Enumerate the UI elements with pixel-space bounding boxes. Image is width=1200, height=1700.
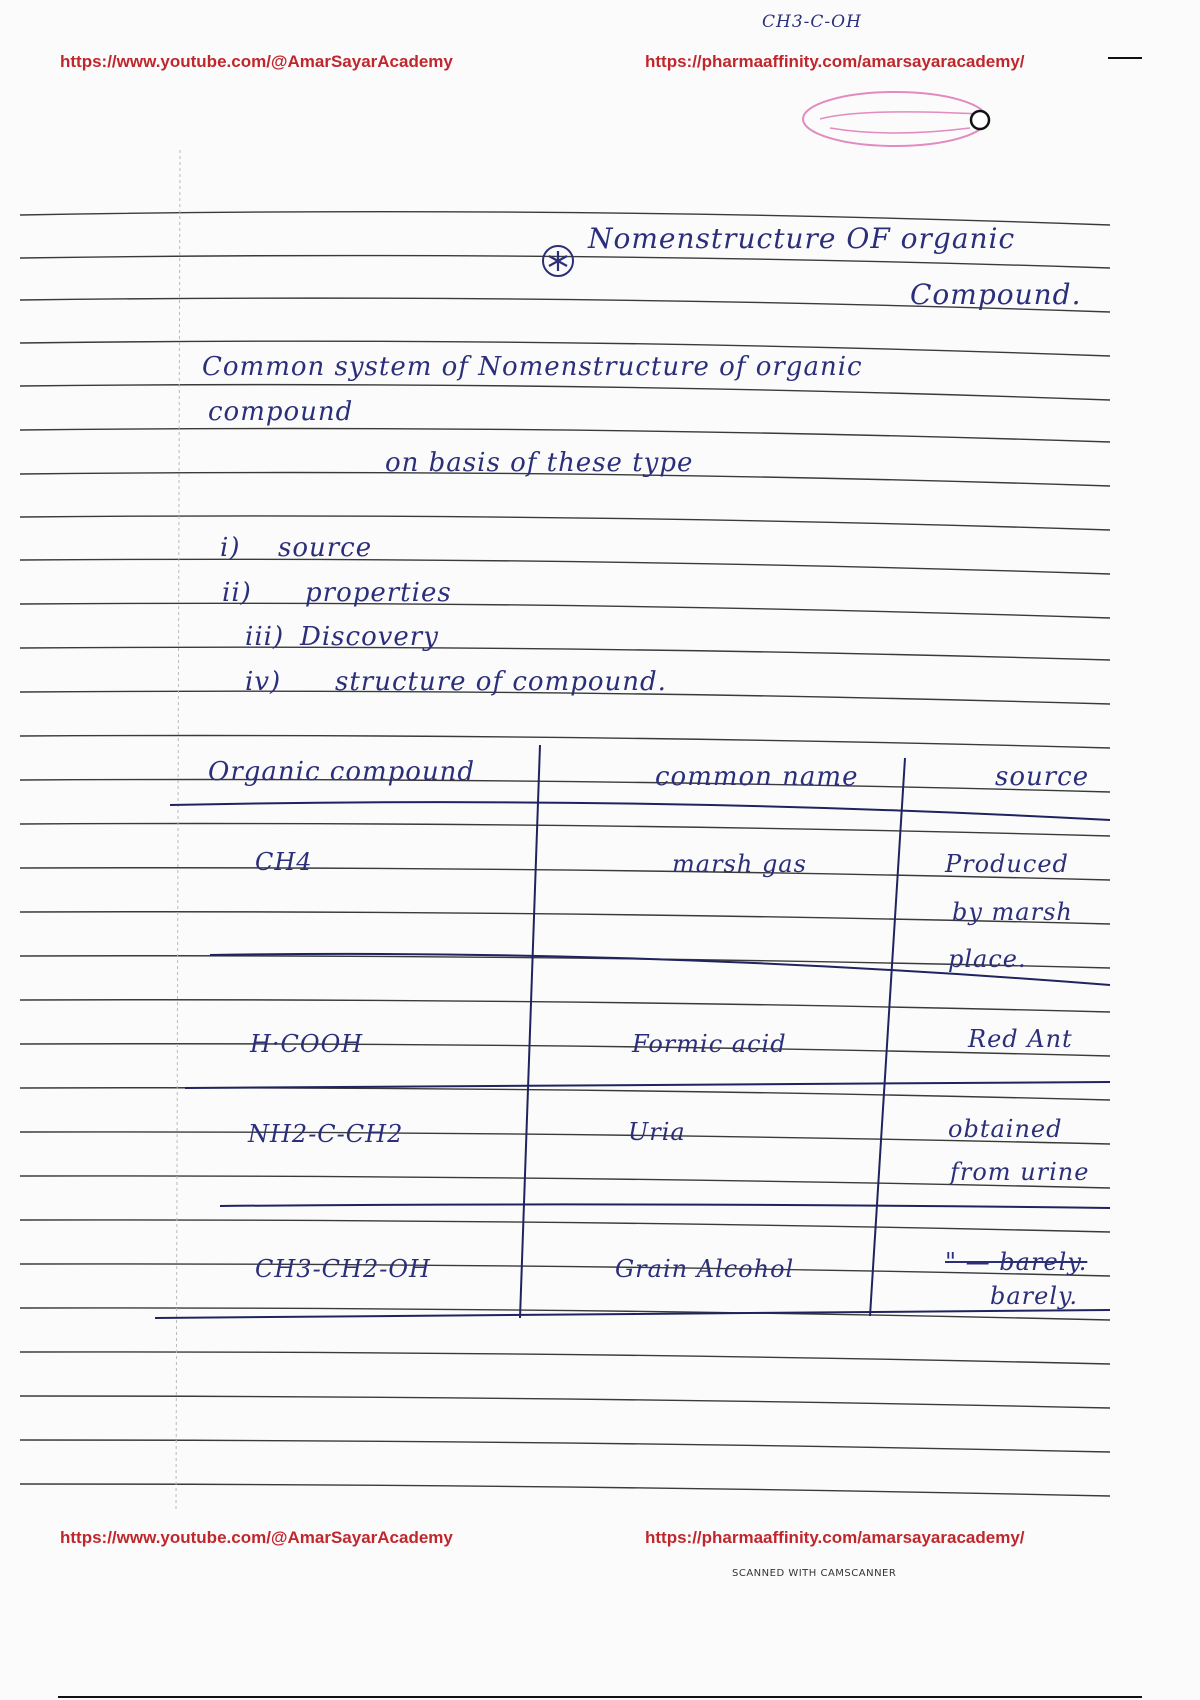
table-cell-source: barely. [990, 1282, 1079, 1310]
table-header-source: source [995, 762, 1090, 792]
website-link-bottom[interactable]: https://pharmaaffinity.com/amarsayaracademy/ [645, 1528, 1025, 1547]
table-cell-source: place. [948, 945, 1027, 973]
scanner-watermark: SCANNED WITH CAMSCANNER [732, 1568, 897, 1579]
table-cell-source: from urine [950, 1158, 1090, 1186]
list-marker: ii) [222, 578, 252, 608]
page-title-line1: Nomenstructure OF organic [588, 222, 1016, 255]
table-cell-name: Uria [628, 1118, 686, 1146]
top-scribble: CH3-C-OH [762, 12, 862, 32]
table-cell-source: Red Ant [968, 1025, 1073, 1053]
table-cell-source: obtained [948, 1115, 1063, 1143]
intro-line-3: on basis of these type [385, 448, 694, 478]
table-cell-source: by marsh [952, 898, 1073, 926]
youtube-link-bottom[interactable]: https://www.youtube.com/@AmarSayarAcademy [60, 1528, 453, 1547]
website-link-top[interactable]: https://pharmaaffinity.com/amarsayaracademy/ [645, 52, 1025, 71]
table-cell-source: " — barely. [945, 1248, 1088, 1276]
table-cell-compound: CH4 [255, 848, 313, 876]
list-item-source: source [278, 533, 373, 563]
table-cell-compound: H·COOH [250, 1030, 364, 1058]
asterisk-circle-icon [540, 243, 576, 279]
table-cell-name: Formic acid [632, 1030, 787, 1058]
list-marker: iii) [245, 622, 285, 652]
table-header-common-name: common name [655, 762, 859, 792]
table-cell-name: marsh gas [672, 850, 807, 878]
table-cell-name: Grain Alcohol [615, 1255, 795, 1283]
table-header-compound: Organic compound [208, 757, 476, 787]
list-marker: iv) [245, 667, 282, 697]
youtube-link-top[interactable]: https://www.youtube.com/@AmarSayarAcademy [60, 52, 453, 71]
page-title-line2: Compound. [910, 278, 1082, 311]
list-item-structure: structure of compound. [335, 667, 667, 697]
intro-line-2: compound [208, 397, 354, 427]
table-cell-compound: NH2-C-CH2 [248, 1120, 404, 1148]
list-item-properties: properties [305, 578, 452, 608]
table-cell-compound: CH3-CH2-OH [255, 1255, 431, 1283]
list-marker: i) [220, 533, 241, 563]
list-item-discovery: Discovery [300, 622, 439, 652]
table-cell-source: Produced [945, 850, 1069, 878]
ink-stamp [800, 88, 1000, 150]
intro-line-1: Common system of Nomenstructure of organic [202, 352, 863, 382]
